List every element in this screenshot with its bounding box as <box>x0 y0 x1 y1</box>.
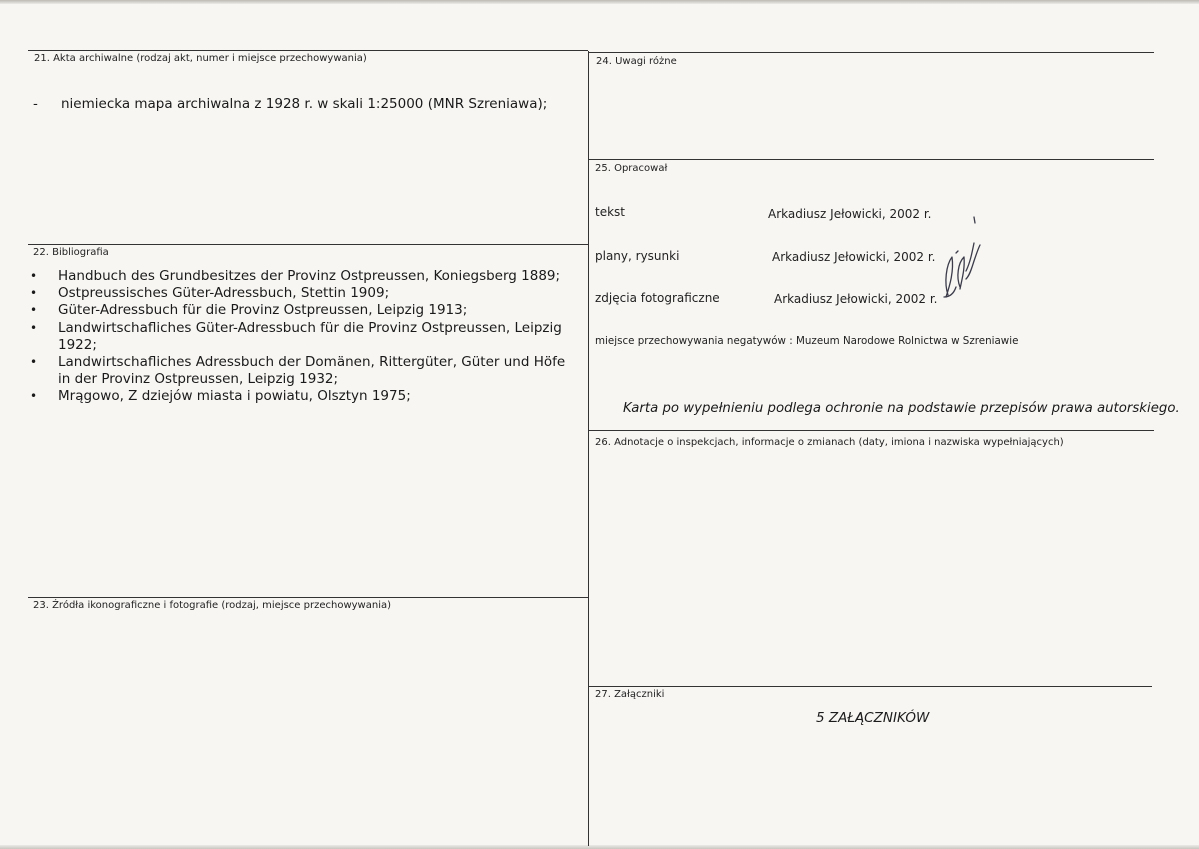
column-divider <box>588 51 589 846</box>
handwritten-signature-icon <box>922 213 982 308</box>
bibliography-item <box>30 302 578 319</box>
scan-edge-bottom <box>0 845 1199 849</box>
section-21-label: 21. Akta archiwalne (rodzaj akt, numer i miejsce przechowywania) <box>34 53 367 64</box>
copyright-notice: Karta po wypełnieniu podlega ochronie na podstawie przepisów prawa autorskiego. <box>623 401 1180 416</box>
section-26-rule <box>588 430 1154 431</box>
attachments-value: 5 ZAŁĄCZNIKÓW <box>816 710 930 726</box>
bibliography-text: Mrągowo, Z dziejów miasta i powiatu, Olsztyn 1975; <box>58 388 411 405</box>
bibliography-item <box>30 354 578 388</box>
bullet-icon: • <box>30 269 38 283</box>
section-27-label: 27. Załączniki <box>595 689 665 700</box>
bibliography-text: Landwirtschafliches Güter-Adressbuch für die Provinz Ostpreussen, Leipzig 1922; <box>58 319 562 353</box>
section-21-rule <box>28 50 588 51</box>
bibliography-text: Landwirtschafliches Adressbuch der Domänen, Rittergüter, Güter und Höfe in der Provinz Ostpreussen, Leipzig 1932; <box>58 354 566 388</box>
section-27-rule <box>588 686 1152 687</box>
bullet-icon: • <box>30 320 38 335</box>
section-21-bullet: - <box>33 96 38 112</box>
bibliography-item <box>30 320 578 354</box>
section-22-label: 22. Bibliografia <box>33 247 109 258</box>
bibliography-text: Ostpreussisches Güter-Adressbuch, Stettin 1909; <box>58 285 390 302</box>
negatives-value: Muzeum Narodowe Rolnictwa w Szreniawie <box>796 335 1019 347</box>
bullet-icon: • <box>30 286 38 301</box>
author-row-value: Arkadiusz Jełowicki, 2002 r. <box>772 250 936 264</box>
bullet-icon: • <box>30 303 38 318</box>
section-24-rule <box>588 52 1154 53</box>
section-21-item: niemiecka mapa archiwalna z 1928 r. w skali 1:25000 (MNR Szreniawa); <box>61 96 548 112</box>
bibliography-list <box>30 268 578 406</box>
bibliography-text: Handbuch des Grundbesitzes der Provinz Ostpreussen, Koniegsberg 1889; <box>58 268 561 284</box>
bibliography-item <box>30 388 578 405</box>
bullet-icon: • <box>30 355 38 370</box>
scan-edge-top <box>0 0 1199 4</box>
section-25-rule <box>588 159 1154 160</box>
author-row-value: Arkadiusz Jełowicki, 2002 r. <box>774 292 938 306</box>
section-26-label: 26. Adnotacje o inspekcjach, informacje o zmianach (daty, imiona i nazwiska wypełniających) <box>595 437 1064 448</box>
bibliography-item <box>30 285 578 302</box>
bibliography-text: Güter-Adressbuch für die Provinz Ostpreussen, Leipzig 1913; <box>58 302 468 319</box>
bibliography-item <box>30 268 578 285</box>
section-23-label: 23. Źródła ikonograficzne i fotografie (rodzaj, miejsce przechowywania) <box>33 600 392 611</box>
author-row-value: Arkadiusz Jełowicki, 2002 r. <box>768 207 932 221</box>
section-22-rule <box>28 244 588 245</box>
author-row-label: zdjęcia fotograficzne <box>595 291 720 305</box>
negatives-label: miejsce przechowywania negatywów : <box>595 335 793 347</box>
section-25-label: 25. Opracował <box>595 163 668 174</box>
section-23-rule <box>28 597 588 598</box>
section-24-label: 24. Uwagi różne <box>596 56 677 67</box>
author-row-label: tekst <box>595 205 625 219</box>
bullet-icon: • <box>30 389 38 404</box>
author-row-label: plany, rysunki <box>595 249 680 263</box>
